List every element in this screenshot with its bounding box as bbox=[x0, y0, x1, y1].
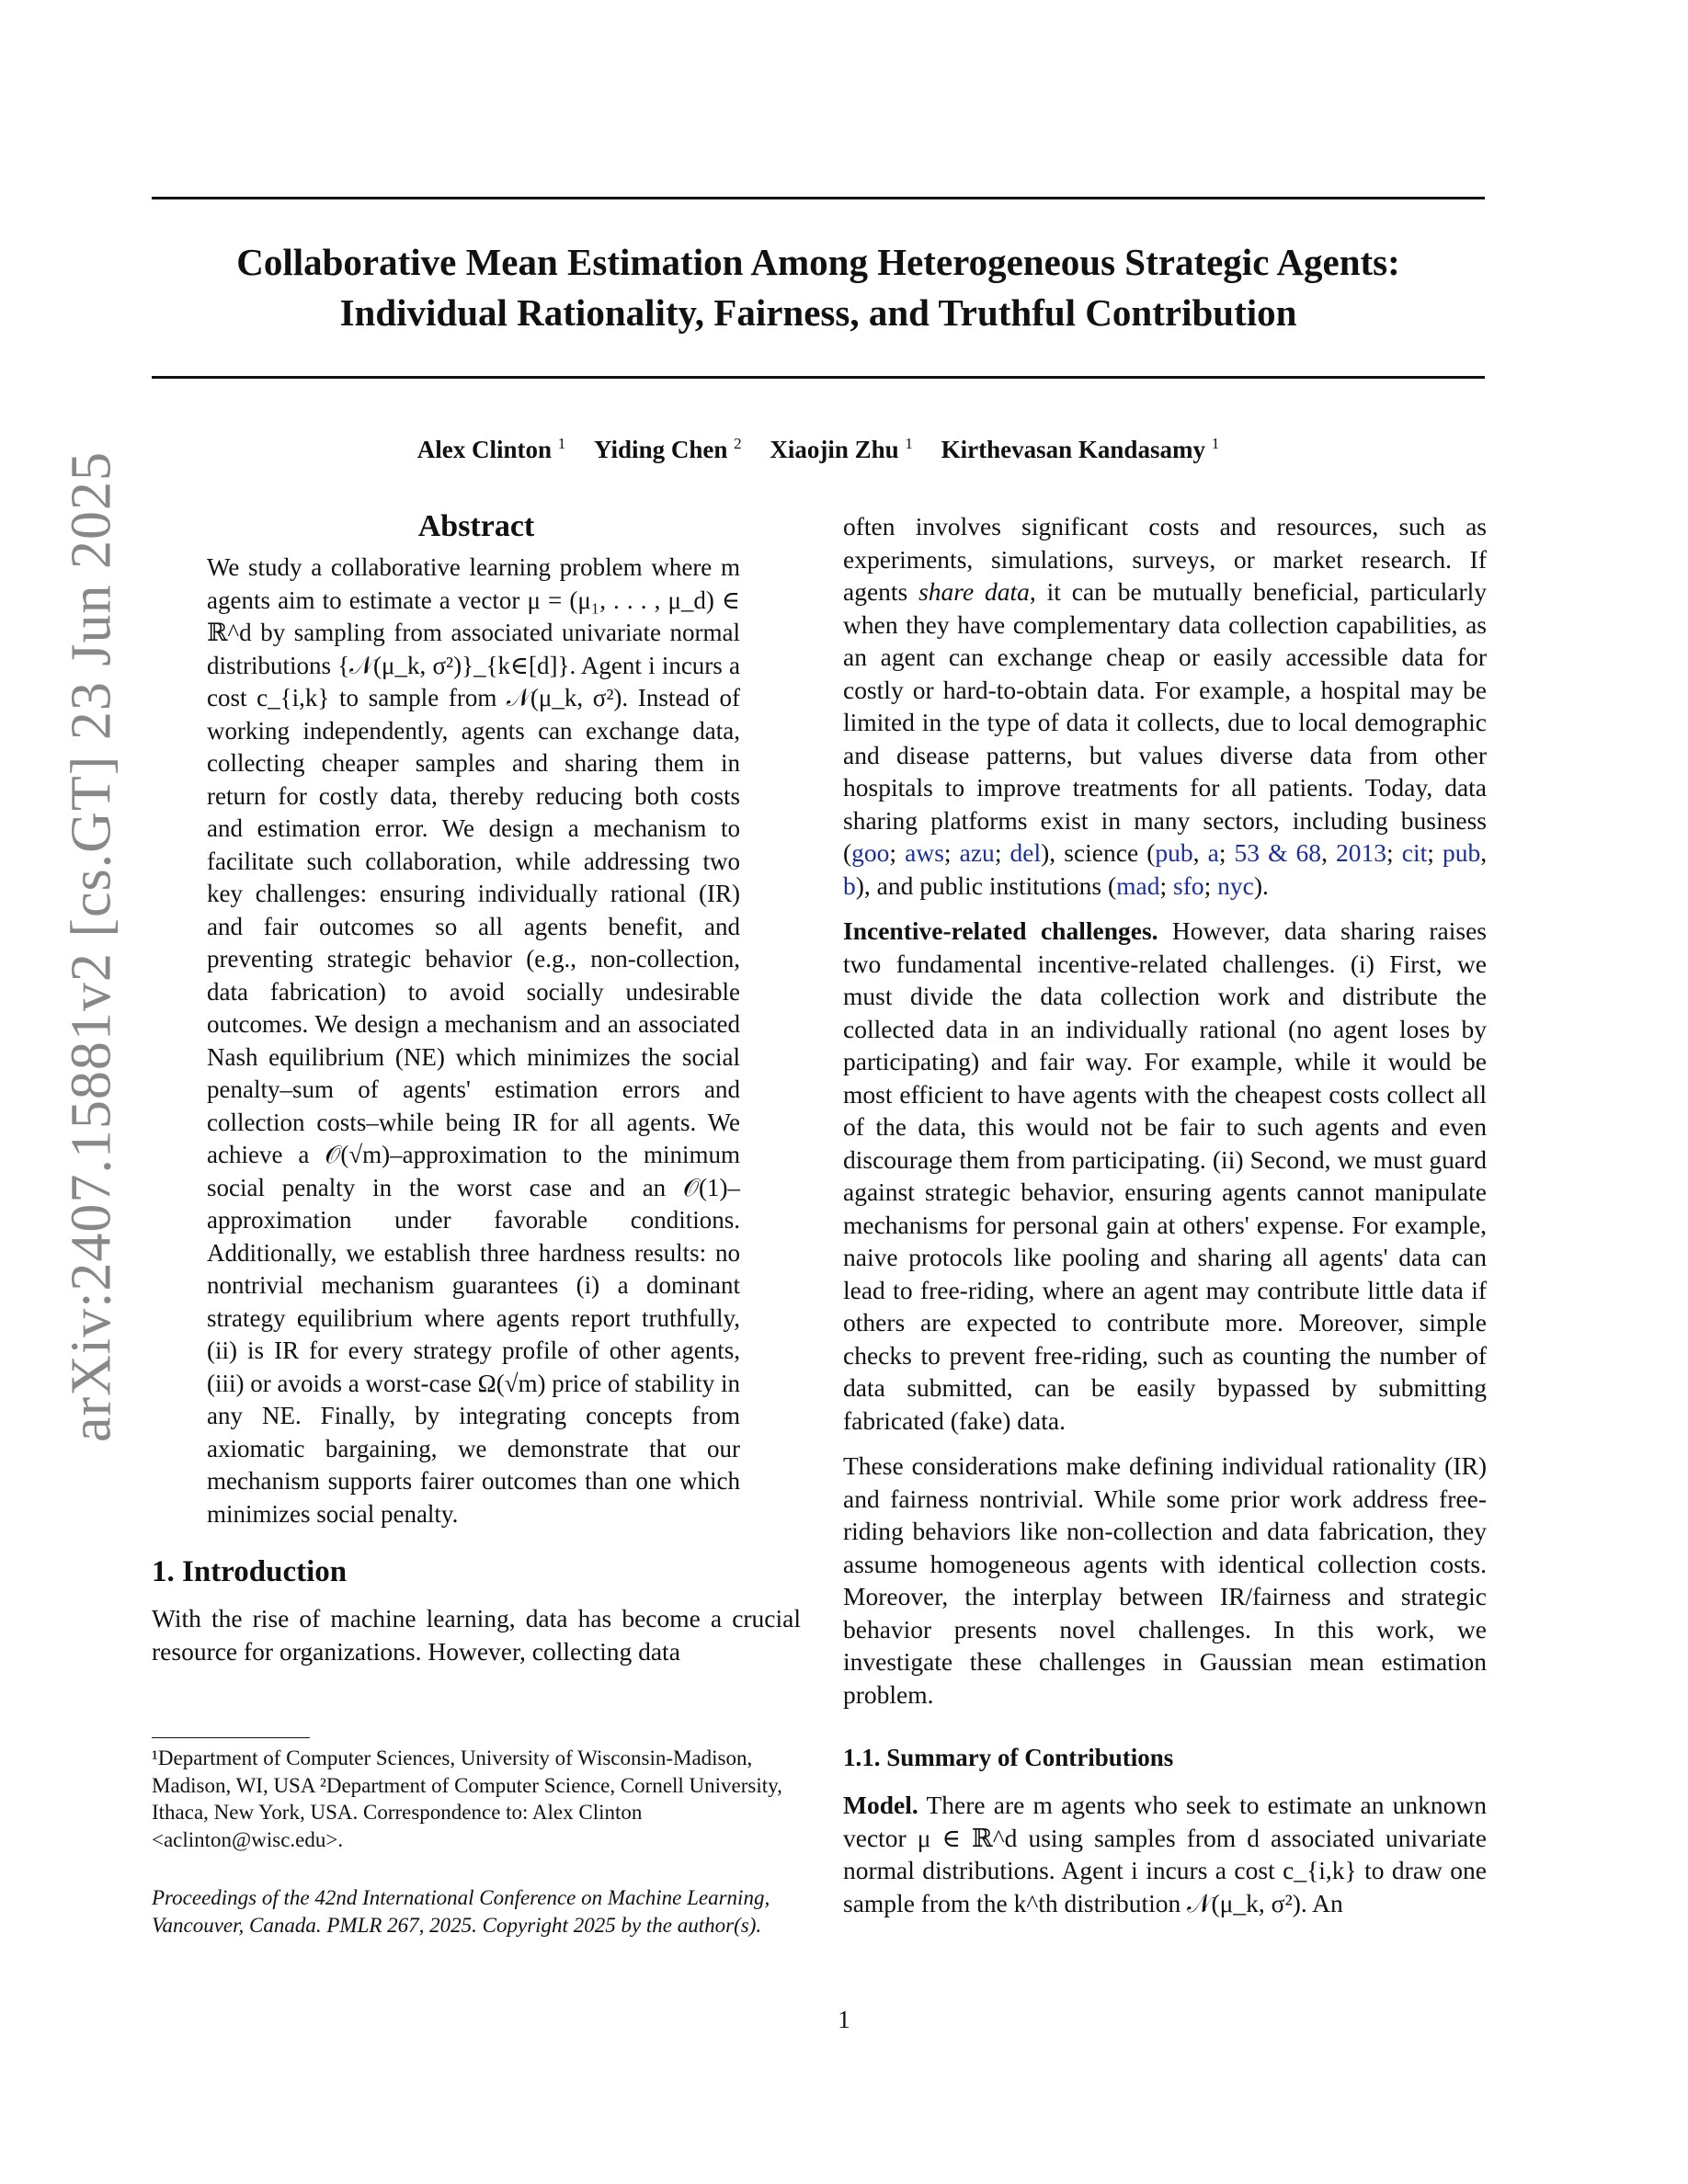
incentive-heading: Incentive-related challenges. bbox=[843, 916, 1158, 945]
citation-link[interactable]: 53 & 68 bbox=[1234, 838, 1322, 867]
title-top-rule bbox=[152, 197, 1485, 199]
paper-title-line-2: Individual Rationality, Fairness, and Truthful Contribution bbox=[339, 291, 1297, 334]
citation-link[interactable]: pub bbox=[1442, 838, 1481, 867]
citation-link[interactable]: azu bbox=[959, 838, 995, 867]
citation-link[interactable]: sfo bbox=[1173, 870, 1204, 900]
public-label: ), and public institutions ( bbox=[855, 870, 1117, 900]
model-paragraph bbox=[843, 1789, 1487, 1919]
introduction-paragraph-continued: often involves significant costs and resources, such as experiments, simulations, surveys, or market research. If agents share data, it can be mutually beneficial, particularly when they have complementary data collection capabilities, as an agent can exchange cheap or easily accessible data for costly or hard-to-obtain data. For example, a hospital may be limited in the type of data it collects, due to local demographic and disease patterns, but values diverse data from other hospitals to improve treatments for all patients. Today, data sharing platforms exist in many sectors, including business (goo; aws; azu; del), science (pub, a; 53 & 68, 2013; cit; pub, b), and public institutions (mad; sfo; nyc). bbox=[843, 512, 1488, 900]
science-label: ), science ( bbox=[1041, 838, 1156, 867]
incentive-text: However, data sharing raises two fundamental incentive-related challenges. (i) First, we must divide the data collection work and distribute the collected data in an individually rational (no agent loses by participating) and fair way. For example, while it would be most efficient to have agents with the cheapest costs collect all of the data, this would not be fair to such agents and even discourage them from participating. (ii) Second, we must guard against strategic behavior, ensuring agents cannot manipulate mechanisms for personal gain at others' expense. For example, naive protocols like pooling and sharing all agents' data can lead to free-riding, where an agent may contribute little data if others are expected to contribute more. Moreover, simple checks to prevent free-riding, such as counting the number of data submitted, can be easily bypassed by submitting fabricated (fake) data. bbox=[843, 916, 1488, 1435]
author-list bbox=[152, 436, 1485, 464]
author: Kirthevasan Kandasamy $^1$ bbox=[941, 435, 1220, 463]
introduction-paragraph-start bbox=[152, 1602, 801, 1667]
abstract-heading: Abstract bbox=[417, 509, 535, 543]
citation-link[interactable]: pub bbox=[1155, 838, 1193, 867]
summary-heading: 1.1. Summary of Contributions bbox=[843, 1744, 1174, 1771]
paragraph-end: ). bbox=[1253, 870, 1269, 900]
affiliation-footnote: ¹Department of Computer Sciences, University of Wisconsin-Madison, Madison, WI, USA ²Department of Computer Science, Cornell University, Ithaca, New York, USA. Correspondence to: Alex Clinton <aclinton@wisc.edu>. bbox=[152, 1746, 782, 1851]
intro-paragraph-body: often involves significant costs and resources, such as experiments, simulations, surveys, or market research. If agents share data, it can be mutually beneficial, particularly when they have complementary data collection capabilities, as an agent can exchange cheap or easily accessible data for costly or hard-to-obtain data. For example, a hospital may be limited in the type of data it collects, due to local demographic and disease patterns, but values diverse data from other hospitals to improve treatments for all patients. Today, data sharing platforms exist in many sectors, including business ( bbox=[843, 512, 1487, 867]
abstract-text: We study a collaborative learning problem where m agents aim to estimate a vector μ = (μ₁, . . . , μ_d) ∈ ℝ^d by sampling from associated univariate normal distributions {𝒩(μ_k, σ²)}_{k∈[d]}. Agent i incurs a cost c_{i,k} to sample from 𝒩(μ_k, σ²). Instead of working independently, agents can exchange data, collecting cheaper samples and sharing them in return for costly data, thereby reducing both costs and estimation error. We design a mechanism to facilitate such collaboration, while addressing two key challenges: ensuring individually rational (IR) and fair outcomes so all agents benefit, and preventing strategic behavior (e.g., non-collection, data fabrication) to avoid socially undesirable outcomes. We design a mechanism and an associated Nash equilibrium (NE) which minimizes the social penalty–sum of agents' estimation errors and collection costs–while being IR for all agents. We achieve a 𝒪(√m)–approximation to the minimum social penalty in the worst case and an 𝒪(1)–approximation under favorable conditions. Additionally, we establish three hardness results: no nontrivial mechanism guarantees (i) a dominant strategy equilibrium where agents report truthfully, (ii) is IR for every strategy profile of other agents, (iii) or avoids a worst-case Ω(√m) price of stability in any NE. Finally, by integrating concepts from axiomatic bargaining, we demonstrate that our mechanism supports fairer outcomes than one which minimizes social penalty. bbox=[207, 553, 740, 1528]
title-bottom-rule bbox=[152, 376, 1485, 379]
left-column bbox=[152, 507, 801, 1667]
proceedings-note bbox=[152, 1884, 801, 1939]
citation-link[interactable]: aws bbox=[905, 838, 944, 867]
citation-link[interactable]: b bbox=[843, 870, 856, 900]
citation-link[interactable]: a bbox=[1207, 838, 1219, 867]
page-number: 1 bbox=[838, 2006, 850, 2033]
citation-link[interactable]: cit bbox=[1401, 838, 1428, 867]
model-heading: Model. bbox=[843, 1791, 918, 1819]
citation-link[interactable]: mad bbox=[1116, 870, 1160, 900]
citation-link[interactable]: 2013 bbox=[1336, 838, 1387, 867]
proceedings-text: Proceedings of the 42nd International Conference on Machine Learning, Vancouver, Canada. PMLR 267, 2025. Copyright 2025 by the author(s). bbox=[152, 1886, 770, 1937]
paper-title bbox=[152, 237, 1485, 338]
considerations-paragraph: These considerations make defining individual rationality (IR) and fairness nontrivial. While some prior work address free-riding behaviors like non-collection and data fabrication, they assume homogeneous agents with identical collection costs. Moreover, the interplay between IR/fairness and strategic behavior presents novel challenges. In this work, we investigate these challenges in Gaussian mean estimation problem. bbox=[843, 1451, 1487, 1709]
footnote-rule bbox=[152, 1737, 310, 1738]
author: Alex Clinton $^1$ bbox=[416, 435, 566, 463]
author: Yiding Chen $^2$ bbox=[594, 435, 742, 463]
paper-title-line-1: Collaborative Mean Estimation Among Heterogeneous Strategic Agents: bbox=[236, 241, 1400, 283]
arxiv-identifier: arXiv:2407.15881v2 [cs.GT] 23 Jun 2025 bbox=[60, 450, 123, 1443]
citation-link[interactable]: del bbox=[1009, 838, 1042, 867]
model-text: There are m agents who seek to estimate an unknown vector μ ∈ ℝ^d using samples from d associated univariate normal distributions. Agent i incurs a cost c_{i,k} to draw one sample from the k^th distribution 𝒩(μ_k, σ²). An bbox=[843, 1791, 1487, 1917]
right-column bbox=[843, 510, 1487, 1919]
intro-text-visible: With the rise of machine learning, data has become a crucial resource for organizations. However, collecting data bbox=[152, 1604, 801, 1666]
author: Xiaojin Zhu $^1$ bbox=[770, 435, 913, 463]
incentive-paragraph bbox=[843, 915, 1487, 1437]
citation-link[interactable]: nyc bbox=[1217, 870, 1254, 900]
introduction-heading: 1. Introduction bbox=[152, 1555, 348, 1588]
citation-link[interactable]: goo bbox=[851, 838, 890, 867]
